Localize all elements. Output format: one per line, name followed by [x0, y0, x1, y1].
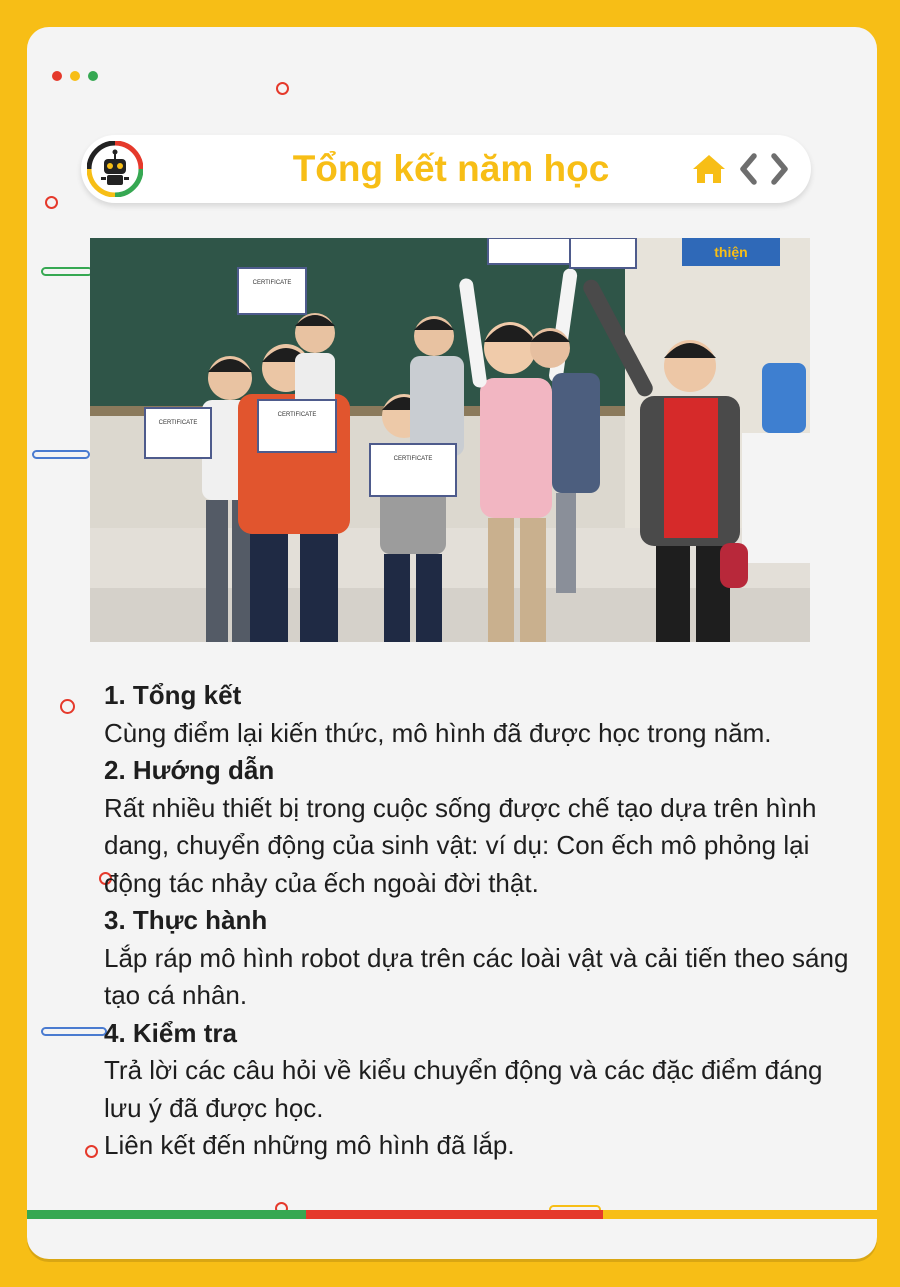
section-body: Rất nhiều thiết bị trong cuộc sống được chế tạo dựa trên hình dang, chuyển động của sinh vật: ví dụ: Con ếch mô phỏng lại động tác nhảy của ếch ngoài đời thật. — [104, 792, 817, 898]
chevron-left-icon — [737, 152, 759, 186]
decorative-circle — [45, 196, 58, 209]
svg-text:CERTIFICATE: CERTIFICATE — [277, 412, 317, 418]
decorative-pill — [41, 1027, 107, 1036]
certificate — [370, 444, 456, 496]
window-dots — [52, 71, 98, 81]
certificate — [488, 238, 636, 268]
certificate — [258, 400, 336, 452]
section-body: Lắp ráp mô hình robot dựa trên các loài vật và cải tiến theo sáng tạo cá nhân. — [104, 942, 849, 1010]
robot-logo-icon — [87, 141, 143, 197]
certificate — [238, 268, 306, 314]
content-section — [104, 677, 849, 1165]
green-dot — [88, 71, 98, 81]
decorative-circle — [276, 82, 289, 95]
certificate — [145, 408, 211, 458]
wall-banner-text: thiện — [714, 244, 748, 260]
section-heading: 3. Thực hành — [104, 905, 268, 935]
chevron-right-icon — [769, 152, 791, 186]
class-photo — [90, 238, 810, 642]
red-dot — [52, 71, 62, 81]
student-figure — [295, 313, 335, 413]
yellow-dot — [70, 71, 80, 81]
svg-text:CERTIFICATE: CERTIFICATE — [158, 420, 198, 426]
section-body: Cùng điểm lại kiến thức, mô hình đã được học trong năm. — [104, 717, 772, 748]
header-bar — [81, 135, 811, 203]
decorative-circle — [85, 1145, 98, 1158]
section-heading: 4. Kiểm tra — [104, 1017, 237, 1048]
decorative-pill — [41, 267, 93, 276]
footer-line: Liên kết đến những mô hình đã lắp. — [104, 1130, 515, 1160]
home-button[interactable] — [689, 149, 729, 189]
svg-text:CERTIFICATE: CERTIFICATE — [393, 456, 433, 462]
prev-button[interactable] — [735, 149, 761, 189]
next-button[interactable] — [767, 149, 793, 189]
slide-card — [27, 27, 877, 1259]
section-body: Trả lời các câu hỏi về kiểu chuyển động và các đặc điểm đáng lưu ý đã được học. — [104, 1055, 823, 1123]
decorative-circle — [60, 699, 75, 714]
svg-text:CERTIFICATE: CERTIFICATE — [252, 280, 292, 286]
section-heading: 2. Hướng dẫn — [104, 755, 275, 785]
home-icon — [691, 152, 727, 186]
bottom-bar-yellow — [603, 1210, 877, 1219]
bottom-bar-green — [27, 1210, 306, 1219]
navigation-controls — [689, 149, 793, 189]
bottom-color-bar — [27, 1210, 877, 1219]
bottom-bar-red — [306, 1210, 603, 1219]
page-title: Tổng kết năm học — [292, 148, 610, 189]
section-heading: 1. Tổng kết — [104, 680, 242, 710]
decorative-pill — [32, 450, 90, 459]
